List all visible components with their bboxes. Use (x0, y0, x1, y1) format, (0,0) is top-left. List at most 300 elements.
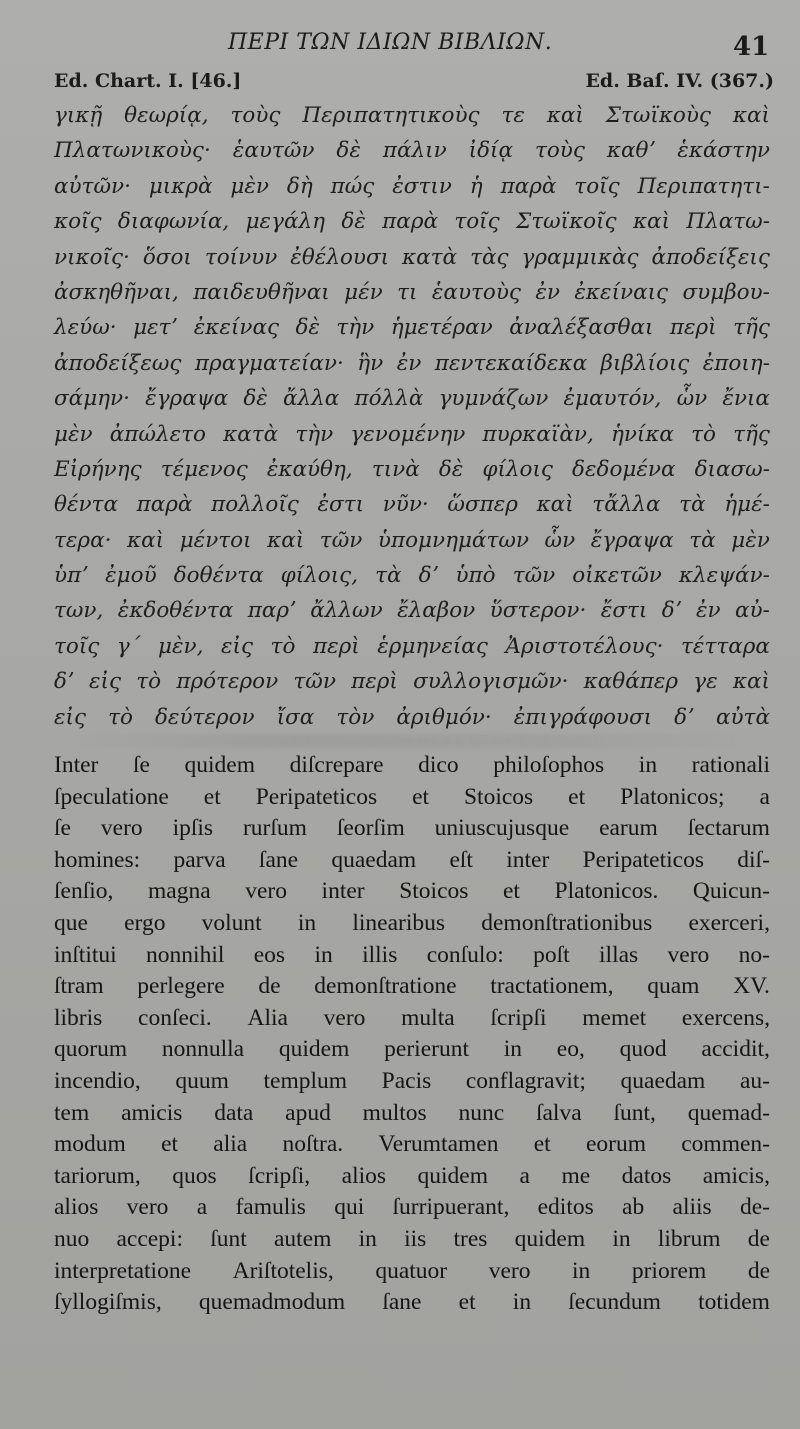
word: ἐθέλουσι (290, 244, 390, 270)
word: Εἰρήνης (54, 456, 142, 482)
word: et (568, 783, 586, 810)
word: exerceri, (688, 909, 770, 936)
word: πολλοῖς (211, 492, 299, 518)
word: τὰ (679, 492, 706, 518)
word: ὧν (544, 527, 576, 553)
word: ὑπομνημάτων (377, 527, 529, 553)
word: μεγάλη (245, 209, 325, 235)
word: tem (54, 1099, 90, 1126)
word: tres (453, 1225, 488, 1252)
word: quemad- (687, 1099, 770, 1126)
word: ergo (124, 909, 166, 936)
word: δὲ (336, 138, 361, 164)
word: ἔγραψα (590, 527, 674, 553)
word: Stoicos (463, 783, 534, 810)
word: αὐτῶν· (54, 173, 131, 199)
word: ἔγραψα (145, 386, 229, 412)
word: ἡμετέραν (390, 315, 493, 341)
word: παιδευθῆναι (193, 279, 330, 305)
greek-text-line (54, 558, 770, 593)
word: a (196, 1194, 208, 1221)
word: ſcripſi, (248, 1162, 311, 1189)
word: famulis (235, 1194, 306, 1221)
word: δὲ (243, 386, 268, 412)
word: ἄλλα (283, 386, 340, 412)
word: ἀριθμόν· (396, 704, 492, 730)
word: τῆς (733, 315, 770, 341)
word: Περιπατητι- (637, 173, 770, 199)
word: παρὰ (500, 173, 557, 199)
word: νικοῖς· (54, 244, 130, 270)
word: ſurripuerant, (392, 1194, 510, 1221)
word: et (161, 1131, 179, 1158)
word: δʼ (418, 563, 439, 589)
word: ἐκδοθέντα (117, 598, 234, 624)
word: nonnulla (161, 1036, 245, 1063)
word: Πλατωνικοὺς· (54, 138, 211, 164)
word: tariorum, (54, 1162, 141, 1189)
greek-text-line (54, 664, 770, 699)
word: ἐκαύθη, (266, 456, 353, 482)
greek-text-line (54, 487, 770, 522)
word: vero (323, 1004, 366, 1031)
word: κοῖς (54, 209, 102, 235)
word: ἐκείνας (193, 315, 279, 341)
word: τἄλλα (592, 492, 661, 518)
word: illas (599, 941, 639, 968)
word: ἴσα (276, 704, 315, 730)
word: ἑρμηνείας (377, 633, 488, 659)
word: νῦν· (382, 492, 429, 518)
word: me (561, 1162, 591, 1189)
word: ἡνίκα (610, 421, 674, 447)
word: quemadmodum (198, 1289, 346, 1316)
word: τοὺς (230, 103, 281, 128)
word: ἡμέ- (724, 492, 770, 518)
word: τὸ (270, 633, 296, 659)
word: ſtram (54, 973, 104, 1000)
word: τὰς (470, 244, 509, 270)
greek-text-line (54, 275, 770, 310)
word: τῶν (512, 563, 556, 589)
word: τὰ (375, 563, 402, 589)
word: no- (738, 941, 770, 968)
word: γυμνάζων (438, 386, 549, 412)
page-number: 41 (733, 32, 770, 62)
word: amicis (121, 1099, 183, 1126)
word: inſtitui (54, 941, 117, 968)
word: rationali (691, 752, 770, 778)
word: φίλοις (482, 456, 553, 482)
word: in (314, 941, 333, 968)
word: libris (54, 1004, 103, 1031)
word: commen- (681, 1131, 770, 1158)
greek-text-line (54, 240, 770, 275)
word: accepi: (116, 1225, 183, 1252)
word: Peripateticos (582, 846, 704, 873)
word: quum (175, 1067, 229, 1094)
greek-text-line (54, 593, 770, 628)
word: ἐστιν (392, 173, 452, 199)
word: alia (213, 1131, 248, 1158)
latin-text-block (54, 750, 770, 1319)
word: rurſum (242, 815, 307, 842)
word: in (503, 1036, 523, 1063)
word: totidem (698, 1289, 770, 1316)
word: in (638, 752, 658, 778)
word: ἰδίᾳ (468, 138, 513, 164)
word: quidem (417, 1162, 489, 1189)
word: Verumtamen (378, 1131, 499, 1158)
word: μέν (344, 279, 383, 305)
word: data (214, 1099, 254, 1126)
word: exercens, (681, 1004, 770, 1031)
latin-text-line (54, 940, 770, 972)
word: δʼ (661, 598, 682, 624)
word: δʼ (54, 669, 74, 695)
word: Πλατω- (686, 209, 770, 235)
word: et (203, 783, 221, 810)
word: τὸν (336, 704, 375, 730)
word: τὸ (136, 669, 162, 695)
word: ab (622, 1194, 645, 1221)
word: δὲ (295, 315, 320, 341)
latin-text-line (54, 1161, 770, 1193)
word: τε (501, 103, 525, 128)
word: inter (321, 878, 365, 905)
running-title: ΠΕΡΙ ΤΩΝ ΙΔΙΩΝ ΒΙΒΛΙΩΝ. (228, 30, 553, 55)
word: ἔνια (722, 386, 770, 412)
word: βιβλίοις (600, 350, 690, 376)
word: εἰς (220, 633, 253, 659)
word: accidit, (701, 1036, 770, 1063)
word: poſt (533, 941, 570, 968)
word: iis (404, 1225, 427, 1252)
word: ἐμοῦ (105, 563, 157, 589)
word: τῶν (293, 669, 336, 695)
word: τοὺς (534, 138, 585, 164)
word: uniuscujusque (434, 815, 570, 842)
word: ὑπʼ (54, 563, 89, 589)
word: ἐπιγράφουσι (513, 704, 653, 730)
greek-text-block (54, 98, 770, 735)
word: ἑκάστην (677, 138, 770, 164)
word: modum (54, 1131, 126, 1158)
word: conſeci. (138, 1004, 212, 1031)
word: alios (54, 1194, 99, 1221)
word: quidem (184, 752, 256, 778)
word: Inter (54, 752, 99, 778)
word: quidem (278, 1036, 350, 1063)
word: et (533, 1131, 551, 1158)
word: quam (647, 973, 700, 1000)
latin-text-line (54, 782, 770, 814)
word: quod (619, 1036, 667, 1063)
word: συλλογισμῶν· (413, 669, 569, 695)
word: ſunt, (613, 1099, 656, 1126)
word: ἀναλέξασθαι (509, 315, 654, 341)
word: volunt (201, 909, 262, 936)
word: περὶ (669, 315, 717, 341)
word: Quicun- (692, 878, 770, 905)
word: φίλοις, (280, 563, 359, 589)
word: εἰς (89, 669, 122, 695)
word: λεύω· (54, 315, 117, 341)
greek-text-line (54, 133, 770, 168)
word: quaedam (331, 846, 417, 873)
word: πάλιν (382, 138, 447, 164)
word: magna (147, 878, 211, 905)
word: linearibus (352, 909, 446, 936)
word: σάμην· (54, 386, 130, 412)
word: καὶ (536, 492, 574, 518)
word: των, (54, 598, 104, 624)
word: τινὰ (371, 456, 420, 482)
latin-text-line (54, 1129, 770, 1161)
word: περὶ (351, 669, 398, 695)
word: ὧν (676, 386, 708, 412)
word: Platonicos. (554, 878, 659, 905)
word: δὲ (438, 456, 464, 482)
latin-text-line (54, 971, 770, 1003)
latin-text-line (54, 1192, 770, 1224)
word: ſcripſi (490, 1004, 547, 1031)
word: συμβου- (682, 279, 770, 305)
word: vero (488, 1257, 531, 1284)
word: in (512, 1289, 532, 1316)
greek-text-line (54, 452, 770, 487)
word: ſectarum (687, 815, 770, 842)
word: ἑαυτοὺς (431, 279, 521, 305)
word: earum (599, 815, 658, 842)
word: vero (667, 941, 710, 968)
word: δὴ (286, 173, 313, 199)
word: πώς (330, 173, 375, 199)
word: eſt (449, 846, 473, 873)
latin-text-line (54, 750, 770, 782)
greek-text-line (54, 204, 770, 239)
word: Peripateticos (255, 783, 378, 810)
word: ἔλαβον (397, 598, 476, 624)
word: XV. (733, 973, 770, 1000)
word: κατὰ (223, 421, 279, 447)
word: ἐν (535, 279, 560, 305)
word: de- (739, 1194, 770, 1221)
greek-text-line (54, 700, 770, 735)
word: a (519, 1162, 530, 1189)
word: γραμμικὰς (521, 244, 639, 270)
word: παρὰ (136, 492, 193, 518)
word: memet (582, 1004, 647, 1031)
word: conflagravit; (465, 1067, 586, 1094)
word: multos (362, 1099, 427, 1126)
word: Alia (247, 1004, 288, 1031)
latin-text-line (54, 876, 770, 908)
word: ἄλλων (310, 598, 383, 624)
latin-text-line (54, 1003, 770, 1035)
word: vero (245, 878, 287, 905)
word: δεδομένα (572, 456, 676, 482)
word: μὲν (230, 173, 269, 199)
word: quidem (514, 1225, 586, 1252)
word: quatuor (375, 1257, 448, 1284)
word: τῶν (319, 527, 363, 553)
word: ſe (132, 752, 150, 778)
word: καὶ (546, 103, 584, 128)
latin-text-line (54, 908, 770, 940)
word: dico (418, 752, 459, 778)
word: ſunt (210, 1225, 247, 1252)
word: ſalva (535, 1099, 582, 1126)
word: ipſis (172, 815, 214, 842)
edition-basel: Ed. Baſ. IV. (367.) (585, 70, 774, 92)
word: diſ- (737, 846, 770, 873)
word: κατὰ (402, 244, 458, 270)
word: οἰκετῶν (572, 563, 662, 589)
word: et (458, 1289, 476, 1316)
word: homines: (54, 846, 141, 873)
word: tractationem, (490, 973, 614, 1000)
word: eo, (556, 1036, 585, 1063)
greek-text-line (54, 169, 770, 204)
word: πρότερον (176, 669, 279, 695)
word: Ἀριστοτέλους· (505, 633, 664, 659)
word: demonſtratione (314, 973, 457, 1000)
word: καὶ (632, 209, 671, 235)
latin-text-line (54, 1034, 770, 1066)
word: ſane (382, 1289, 422, 1316)
word: inter (506, 846, 550, 873)
word: τοῖς (574, 173, 620, 199)
word: ὅσοι (142, 244, 192, 270)
word: datos (621, 1162, 672, 1189)
word: alios (341, 1162, 387, 1189)
word: γενομένην (350, 421, 466, 447)
word: μὲν (731, 527, 770, 553)
word: περὶ (312, 633, 360, 659)
word: perierunt (384, 1036, 469, 1063)
word: ἀποδείξεως (54, 350, 182, 376)
greek-text-line (54, 346, 770, 381)
word: δʼ (674, 704, 694, 730)
word: πυρκαϊὰν, (482, 421, 594, 447)
word: μὲν, (158, 633, 204, 659)
word: καθʼ (606, 138, 656, 164)
word: εἰς (54, 704, 87, 730)
word: in (358, 1225, 377, 1252)
greek-text-line (54, 417, 770, 452)
greek-text-line (54, 381, 770, 416)
word: diſcrepare (289, 752, 384, 778)
word: autem (273, 1225, 332, 1252)
word: de (747, 1257, 770, 1284)
word: ἔστι (600, 598, 648, 624)
edition-chartier: Ed. Chart. I. [46.] (54, 70, 242, 92)
word: de (258, 973, 281, 1000)
word: ὕστερον· (489, 598, 587, 624)
word: priorem (631, 1257, 707, 1284)
word: ἐποιη- (702, 350, 770, 376)
word: ἣν (357, 350, 384, 376)
greek-text-line (54, 523, 770, 558)
greek-text-line (54, 629, 770, 664)
latin-text-line (54, 1224, 770, 1256)
greek-text-line (54, 98, 770, 133)
word: ſyllogiſmis, (54, 1289, 162, 1316)
word: Στωϊκοῖς (516, 209, 617, 235)
word: μέντοι (179, 527, 252, 553)
word: γ΄ (116, 633, 141, 659)
bleed-through-shadow (60, 734, 760, 748)
word: ſeorſim (336, 815, 405, 842)
word: que (54, 909, 88, 936)
word: πραγματείαν· (194, 350, 344, 376)
word: noſtra. (282, 1131, 344, 1158)
word: αὐ- (735, 598, 770, 624)
word: quorum (54, 1036, 128, 1063)
word: κλεψάν- (678, 563, 770, 589)
word: interpretatione (54, 1257, 192, 1284)
word: Pacis (381, 1067, 432, 1094)
word: τοῖς (454, 209, 500, 235)
word: Περιπατητικοὺς (302, 103, 480, 128)
word: παρʼ (247, 598, 296, 624)
word: τῆς (733, 421, 770, 447)
word: demonſtrationibus (481, 909, 653, 936)
word: aliis (672, 1194, 712, 1221)
word: τοῖς (54, 633, 100, 659)
word: γε (693, 669, 718, 695)
word: parva (173, 846, 226, 873)
word: καὶ (732, 669, 770, 695)
word: ἀπώλετο (109, 421, 206, 447)
word: ἐν (396, 350, 422, 376)
word: αὐτὰ (715, 704, 770, 730)
word: et (503, 878, 520, 905)
word: nunc (458, 1099, 505, 1126)
word: ſe (54, 815, 71, 842)
word: ἐμαυτόν, (563, 386, 662, 412)
word: ἀσκηθῆναι, (54, 279, 179, 305)
word: multa (401, 1004, 455, 1031)
word: ἐν (695, 598, 721, 624)
word: Ariſtotelis, (232, 1257, 334, 1284)
word: Stoicos (399, 878, 469, 905)
word: διασω- (694, 456, 770, 482)
word: πόλλὰ (354, 386, 424, 412)
word: Platonicos; (620, 783, 725, 810)
word: apud (285, 1099, 331, 1126)
word: ὑπὸ (455, 563, 496, 589)
word: ἐστι (317, 492, 365, 518)
word: au- (739, 1067, 770, 1094)
word: ſane (258, 846, 299, 873)
word: eorum (585, 1131, 646, 1158)
word: Στωϊκοὺς (605, 103, 711, 128)
word: καὶ (267, 527, 305, 553)
word: παρὰ (382, 209, 438, 235)
word: πεντεκαίδεκα (434, 350, 588, 376)
word: τὴν (295, 421, 334, 447)
word: quos (172, 1162, 217, 1189)
word: amicis, (702, 1162, 770, 1189)
word: τὰ (689, 527, 716, 553)
word: τι (397, 279, 418, 305)
word: nuo (54, 1225, 90, 1252)
word: ἐκείναις (574, 279, 669, 305)
latin-text-line (54, 845, 770, 877)
word: μικρὰ (148, 173, 213, 199)
